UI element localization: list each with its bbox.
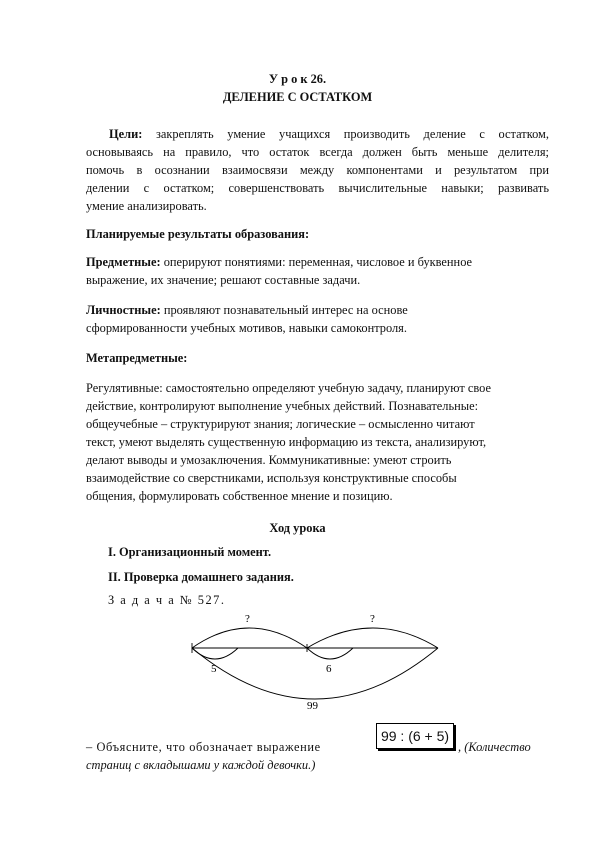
lesson-number: У р о к 26. bbox=[268, 72, 327, 86]
goals-line-1 bbox=[109, 127, 549, 141]
segment-diagram bbox=[0, 610, 595, 710]
label-top-left: ? bbox=[245, 613, 250, 625]
meta-line-4: текст, умеют выделять существенную информацию из текста, анализируют, bbox=[86, 435, 487, 449]
meta-line-1: Регулятивные: самостоятельно определяют учебную задачу, планируют свое bbox=[86, 381, 491, 395]
expression: 99 : (6 + 5) bbox=[380, 728, 450, 744]
goals-line-2: основываясь на правило, что остаток всегда должен быть меньше делителя; bbox=[86, 145, 549, 159]
personal-line-2: сформированности учебных мотивов, навыки самоконтроля. bbox=[86, 321, 407, 335]
label-total: 99 bbox=[307, 700, 318, 710]
label-bottom-right: 6 bbox=[326, 663, 332, 675]
goals-line-3: помочь в осознании взаимосвязи между компонентами и результатом при bbox=[86, 163, 549, 177]
bottom-right-arc bbox=[307, 648, 353, 659]
subject-line-2: выражение, их значение; решают составные задачи. bbox=[86, 273, 361, 287]
expression-box bbox=[376, 723, 454, 749]
personal-line-1 bbox=[86, 303, 408, 317]
goals-text-1: закреплять умение учащихся производить деление с остатком, bbox=[142, 127, 549, 141]
label-top-right: ? bbox=[370, 613, 375, 625]
subject-text-1: оперируют понятиями: переменная, числовое и буквенное bbox=[160, 255, 473, 269]
comment-end: страниц с вкладышами у каждой девочки.) bbox=[86, 758, 316, 772]
meta-line-2: действие, контролируют выполнение учебных действий. Познавательные: bbox=[86, 399, 479, 413]
meta-line-3: общеучебные – структурируют знания; логические – осмысленно читают bbox=[86, 417, 475, 431]
goals-line-5: умение анализировать. bbox=[86, 199, 207, 213]
subject-label: Предметные: bbox=[86, 255, 161, 269]
goals-line-4: делении с остатком; совершенствовать вычислительные навыки; развивать bbox=[86, 181, 549, 195]
top-left-arc bbox=[192, 628, 307, 648]
step-homework-check: II. Проверка домашнего задания. bbox=[108, 570, 294, 584]
personal-label: Личностные: bbox=[86, 303, 161, 317]
meta-line-7: общения, формулировать собственное мнение и позицию. bbox=[86, 489, 393, 503]
personal-text-1: проявляют познавательный интерес на основе bbox=[160, 303, 408, 317]
planned-results-heading: Планируемые результаты образования: bbox=[86, 227, 310, 241]
question-text: – Объясните, что обозначает выражение bbox=[86, 740, 321, 754]
course-title: Ход урока bbox=[269, 521, 326, 535]
top-right-arc bbox=[307, 628, 438, 648]
label-bottom-left: 5 bbox=[211, 663, 217, 675]
comment-start: , (Количество bbox=[458, 740, 531, 754]
meta-heading: Метапредметные: bbox=[86, 351, 188, 365]
meta-line-5: делают выводы и умозаключения. Коммуникативные: умеют строить bbox=[86, 453, 452, 467]
lesson-title: ДЕЛЕНИЕ С ОСТАТКОМ bbox=[222, 90, 373, 104]
meta-line-6: взаимодействие со сверстниками, используя конструктивные способы bbox=[86, 471, 457, 485]
task-number: З а д а ч а № 527. bbox=[108, 593, 226, 607]
subject-line-1 bbox=[86, 255, 472, 269]
goals-label: Цели: bbox=[109, 127, 143, 141]
bottom-total-arc bbox=[192, 648, 438, 699]
step-organizational: I. Организационный момент. bbox=[108, 545, 272, 559]
